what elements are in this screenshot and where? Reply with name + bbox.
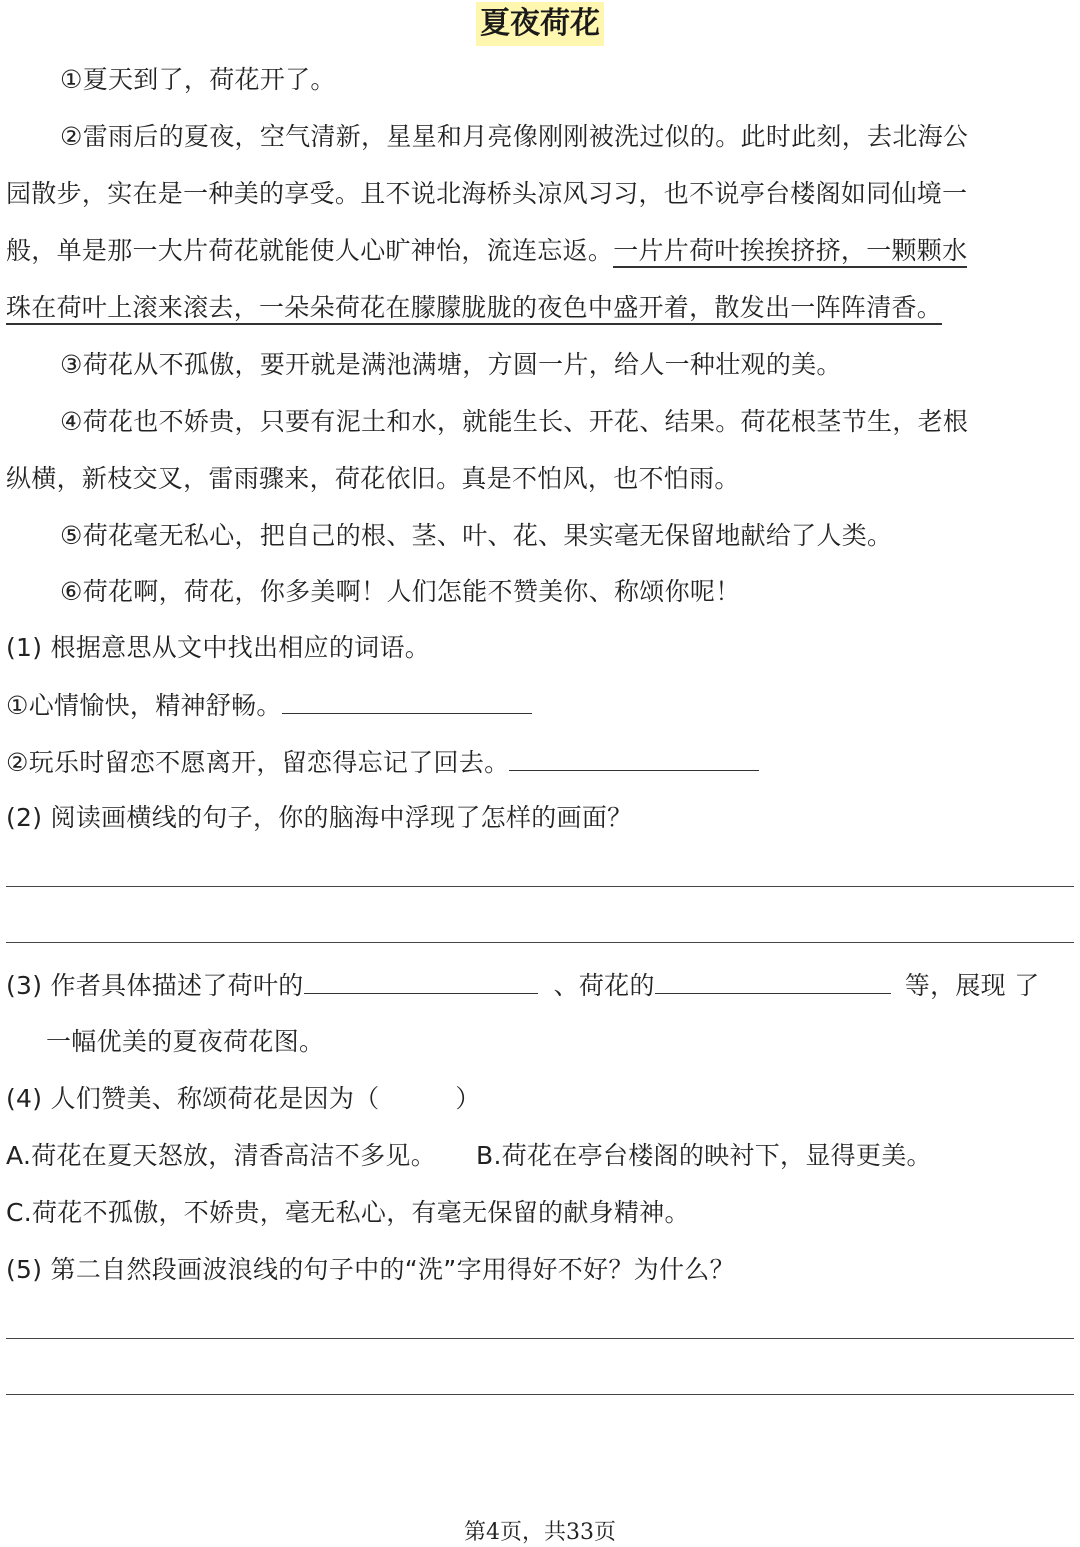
underlined-sentence-part-1: 一片片荷叶挨挨挤挤，一颗颗水 xyxy=(613,236,967,268)
page-title: 夏夜荷花 xyxy=(476,2,604,46)
answer-line-2b[interactable] xyxy=(6,942,1074,943)
paragraph-2-line-1: ②雷雨后的夏夜，空气清新，星星和月亮像刚刚被洗过似的。此时此刻，去北海公 xyxy=(60,122,969,151)
question-3-line-2: 一幅优美的夏夜荷花图。 xyxy=(46,1027,325,1056)
option-c[interactable]: C.荷花不孤傲，不娇贵，毫无私心，有毫无保留的献身精神。 xyxy=(6,1198,690,1227)
question-2: (2) 阅读画横线的句子，你的脑海中浮现了怎样的画面？ xyxy=(6,803,633,832)
question-3 xyxy=(6,966,1066,1006)
paragraph-2-line-3 xyxy=(6,231,1066,271)
paragraph-4-line-1: ④荷花也不娇贵，只要有泥土和水，就能生长、开花、结果。荷花根茎节生，老根 xyxy=(60,407,969,436)
question-3-text-3: 等，展现 了 xyxy=(904,971,1040,1000)
question-4: (4) 人们赞美、称颂荷花是因为（ ） xyxy=(6,1084,481,1113)
option-a[interactable]: A.荷花在夏天怒放，清香高洁不多见。 xyxy=(6,1141,437,1170)
paragraph-2-line-3-text: 般，单是那一大片荷花就能使人心旷神怡，流连忘返。 xyxy=(6,236,614,265)
question-4-options-ab xyxy=(6,1136,1066,1176)
paragraph-2-line-4 xyxy=(6,288,1066,328)
paragraph-4-line-2: 纵横，新枝交叉，雷雨骤来，荷花依旧。真是不怕风，也不怕雨。 xyxy=(6,464,740,493)
answer-blank-1a[interactable] xyxy=(282,687,532,714)
answer-blank-1b[interactable] xyxy=(509,744,759,771)
answer-blank-3a[interactable] xyxy=(304,967,538,994)
answer-blank-3b[interactable] xyxy=(655,967,891,994)
question-1b xyxy=(6,743,1066,783)
paragraph-3: ③荷花从不孤傲，要开就是满池满塘，方圆一片，给人一种壮观的美。 xyxy=(60,350,842,379)
answer-line-2a[interactable] xyxy=(6,886,1074,887)
paragraph-1: ①夏天到了，荷花开了。 xyxy=(60,65,336,94)
question-1b-text: ②玩乐时留恋不愿离开，留恋得忘记了回去。 xyxy=(6,748,510,777)
paragraph-6: ⑥荷花啊，荷花，你多美啊！人们怎能不赞美你、称颂你呢！ xyxy=(60,577,741,606)
question-5: (5) 第二自然段画波浪线的句子中的“洗”字用得好不好？为什么？ xyxy=(6,1255,735,1284)
paragraph-5: ⑤荷花毫无私心，把自己的根、茎、叶、花、果实毫无保留地献给了人类。 xyxy=(60,521,893,550)
answer-line-5b[interactable] xyxy=(6,1394,1074,1395)
question-1: (1) 根据意思从文中找出相应的词语。 xyxy=(6,633,431,662)
question-1a-text: ①心情愉快，精神舒畅。 xyxy=(6,691,282,720)
option-b[interactable]: B.荷花在亭台楼阁的映衬下，显得更美。 xyxy=(476,1141,932,1170)
question-3-text-1: (3) 作者具体描述了荷叶的 xyxy=(6,971,304,1000)
question-1a xyxy=(6,686,1066,726)
title-block xyxy=(0,2,1080,46)
answer-line-5a[interactable] xyxy=(6,1338,1074,1339)
question-3-text-2: 、荷花的 xyxy=(553,971,655,1000)
underlined-sentence-part-2: 珠在荷叶上滚来滚去，一朵朵荷花在朦朦胧胧的夜色中盛开着，散发出一阵阵清香。 xyxy=(6,293,942,325)
page-number: 第4页，共33页 xyxy=(464,1520,616,1545)
paragraph-2-line-2: 园散步，实在是一种美的享受。且不说北海桥头凉风习习，也不说亭台楼阁如同仙境一 xyxy=(6,179,968,208)
